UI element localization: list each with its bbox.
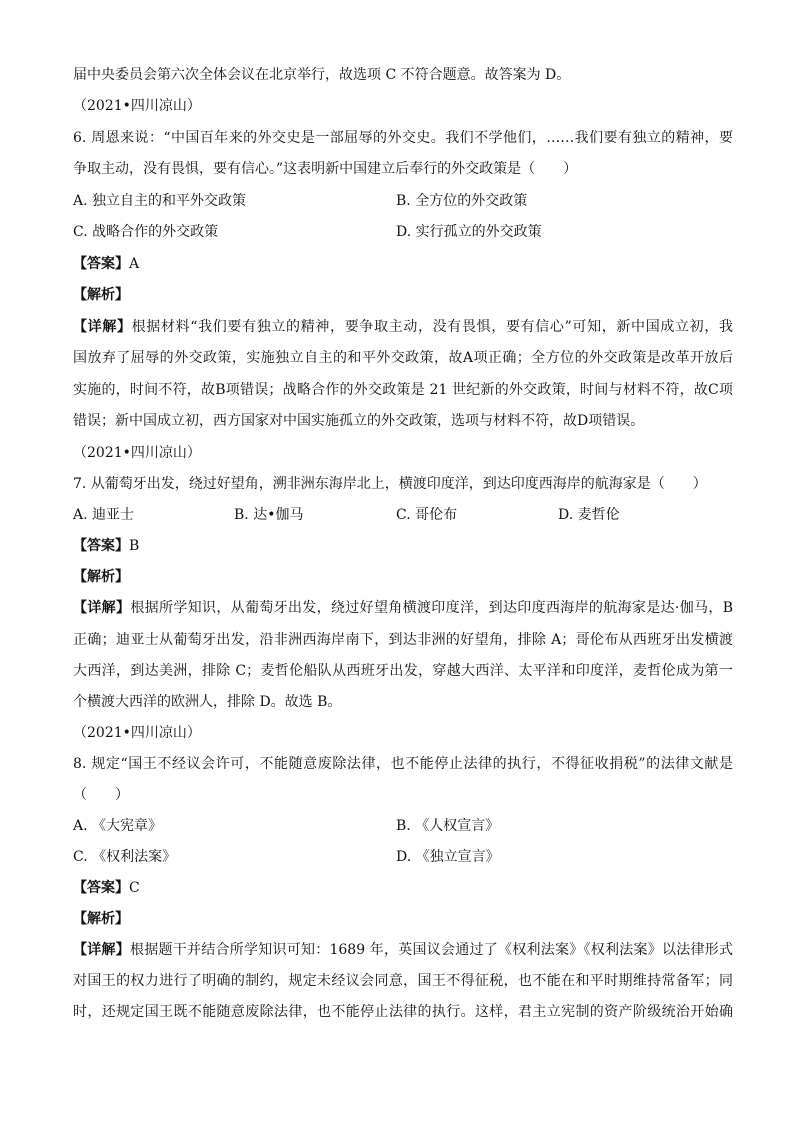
q6-source: （2021•四川凉山） <box>73 98 201 114</box>
q8-stem-line1: 8. 规定“国王不经议会许可，不能随意废除法律，也不能停止法律的执行，不得征收捐税”的法律文献是 <box>73 756 733 772</box>
q6-stem-line2: 争取主动，没有畏惧，要有信心。”这表明新中国建立后奉行的外交政策是（ ） <box>73 161 578 177</box>
q6-option-b: B. 全方位的外交政策 <box>396 193 528 209</box>
q6-option-a: A. 独立自主的和平外交政策 <box>73 193 247 209</box>
q6-option-d: D. 实行孤立的外交政策 <box>396 224 542 240</box>
q6-answer <box>73 254 733 274</box>
q7-detail-line3: 大西洋，到达美洲，排除 C；麦哲伦船队从西班牙出发，穿越大西洋、太平洋和印度洋，麦哲伦成为第一 <box>73 663 733 679</box>
q8-source: （2021•四川凉山） <box>73 725 201 741</box>
q7-stem-line1: 7. 从葡萄牙出发，绕过好望角，溯非洲东海岸北上，横渡印度洋，到达印度西海岸的航海家是（ ） <box>73 476 707 492</box>
q8-detail-text1: 根据题干并结合所学知识可知：1689 年，英国议会通过了《权利法案》《权利法案》以法律形式 <box>130 942 733 958</box>
q7-option-d: D. 麦哲伦 <box>558 507 620 523</box>
q8-option-d: D. 《独立宣言》 <box>396 849 500 865</box>
q7-detail-line2: 正确；迪亚士从葡萄牙出发，沿非洲西海岸南下，到达非洲的好望角，排除 A；哥伦布从西班牙出发横渡 <box>73 632 733 648</box>
q6-answer-label: 【答案】 <box>73 256 129 272</box>
q8-answer-value: C <box>129 880 140 896</box>
q8-option-b: B. 《人权宣言》 <box>396 818 500 834</box>
q6-detail-line3: 实施的，时间不符，故B项错误；战略合作的外交政策是 21 世纪新的外交政策，时间与材料不符，故C项 <box>73 382 733 398</box>
q8-option-a: A. 《大宪章》 <box>73 818 163 834</box>
q7-source: （2021•四川凉山） <box>73 445 201 461</box>
q7-option-a: A. 迪亚士 <box>73 507 135 523</box>
q6-detail-label: 【详解】 <box>73 319 132 335</box>
q8-detail-label: 【详解】 <box>73 942 130 958</box>
q8-detail-line1 <box>73 940 733 960</box>
q6-detail-line4: 错误；新中国成立初，西方国家对中国实施孤立的外交政策，选项与材料不符，故D项错误。 <box>73 413 645 429</box>
q8-detail-line3: 时，还规定国王既不能随意废除法律，也不能停止法律的执行。这样，君主立宪制的资产阶级统治开始确 <box>73 1004 733 1020</box>
q6-detail-text1: 根据材料“我们要有独立的精神，要争取主动，没有畏惧，要有信心”可知，新中国成立初，我 <box>131 319 733 335</box>
q6-analysis-label: 【解析】 <box>73 287 129 303</box>
q7-detail-label: 【详解】 <box>73 600 131 616</box>
intro-line: 届中央委员会第六次全体会议在北京举行，故选项 C 不符合题意。故答案为 D。 <box>73 67 571 83</box>
q6-stem-line1: 6. 周恩来说：“中国百年来的外交史是一部屈辱的外交史。我们不学他们，……我们要有独立的精神，要 <box>73 130 733 146</box>
q7-answer-value: B <box>129 538 140 554</box>
q7-option-b: B. 达•伽马 <box>234 507 304 523</box>
q6-answer-value: A <box>129 256 140 272</box>
q8-detail-line2: 对国王的权力进行了明确的制约，规定未经议会同意，国王不得征税，也不能在和平时期维持常备军；同 <box>73 973 733 989</box>
q7-analysis-label: 【解析】 <box>73 569 129 585</box>
q8-analysis-label: 【解析】 <box>73 911 129 927</box>
q6-detail-line2: 国放弃了屈辱的外交政策，实施独立自主的和平外交政策，故A项正确；全方位的外交政策是改革开放后 <box>73 350 733 366</box>
q8-answer-label: 【答案】 <box>73 880 129 896</box>
q7-detail-line4: 个横渡大西洋的欧洲人，排除 D。故选 B。 <box>73 694 342 710</box>
q6-detail-line1 <box>73 317 733 337</box>
q7-option-c: C. 哥伦布 <box>396 507 458 523</box>
q7-answer-label: 【答案】 <box>73 538 129 554</box>
q7-detail-text1: 根据所学知识，从葡萄牙出发，绕过好望角横渡印度洋，到达印度西海岸的航海家是达·伽马，B <box>130 600 733 616</box>
q8-option-c: C. 《权利法案》 <box>73 849 177 865</box>
q6-option-c: C. 战略合作的外交政策 <box>73 224 219 240</box>
q7-detail-line1 <box>73 598 733 618</box>
q7-answer <box>73 536 733 556</box>
q8-stem-line2: （ ） <box>73 787 129 803</box>
q8-answer <box>73 878 733 898</box>
